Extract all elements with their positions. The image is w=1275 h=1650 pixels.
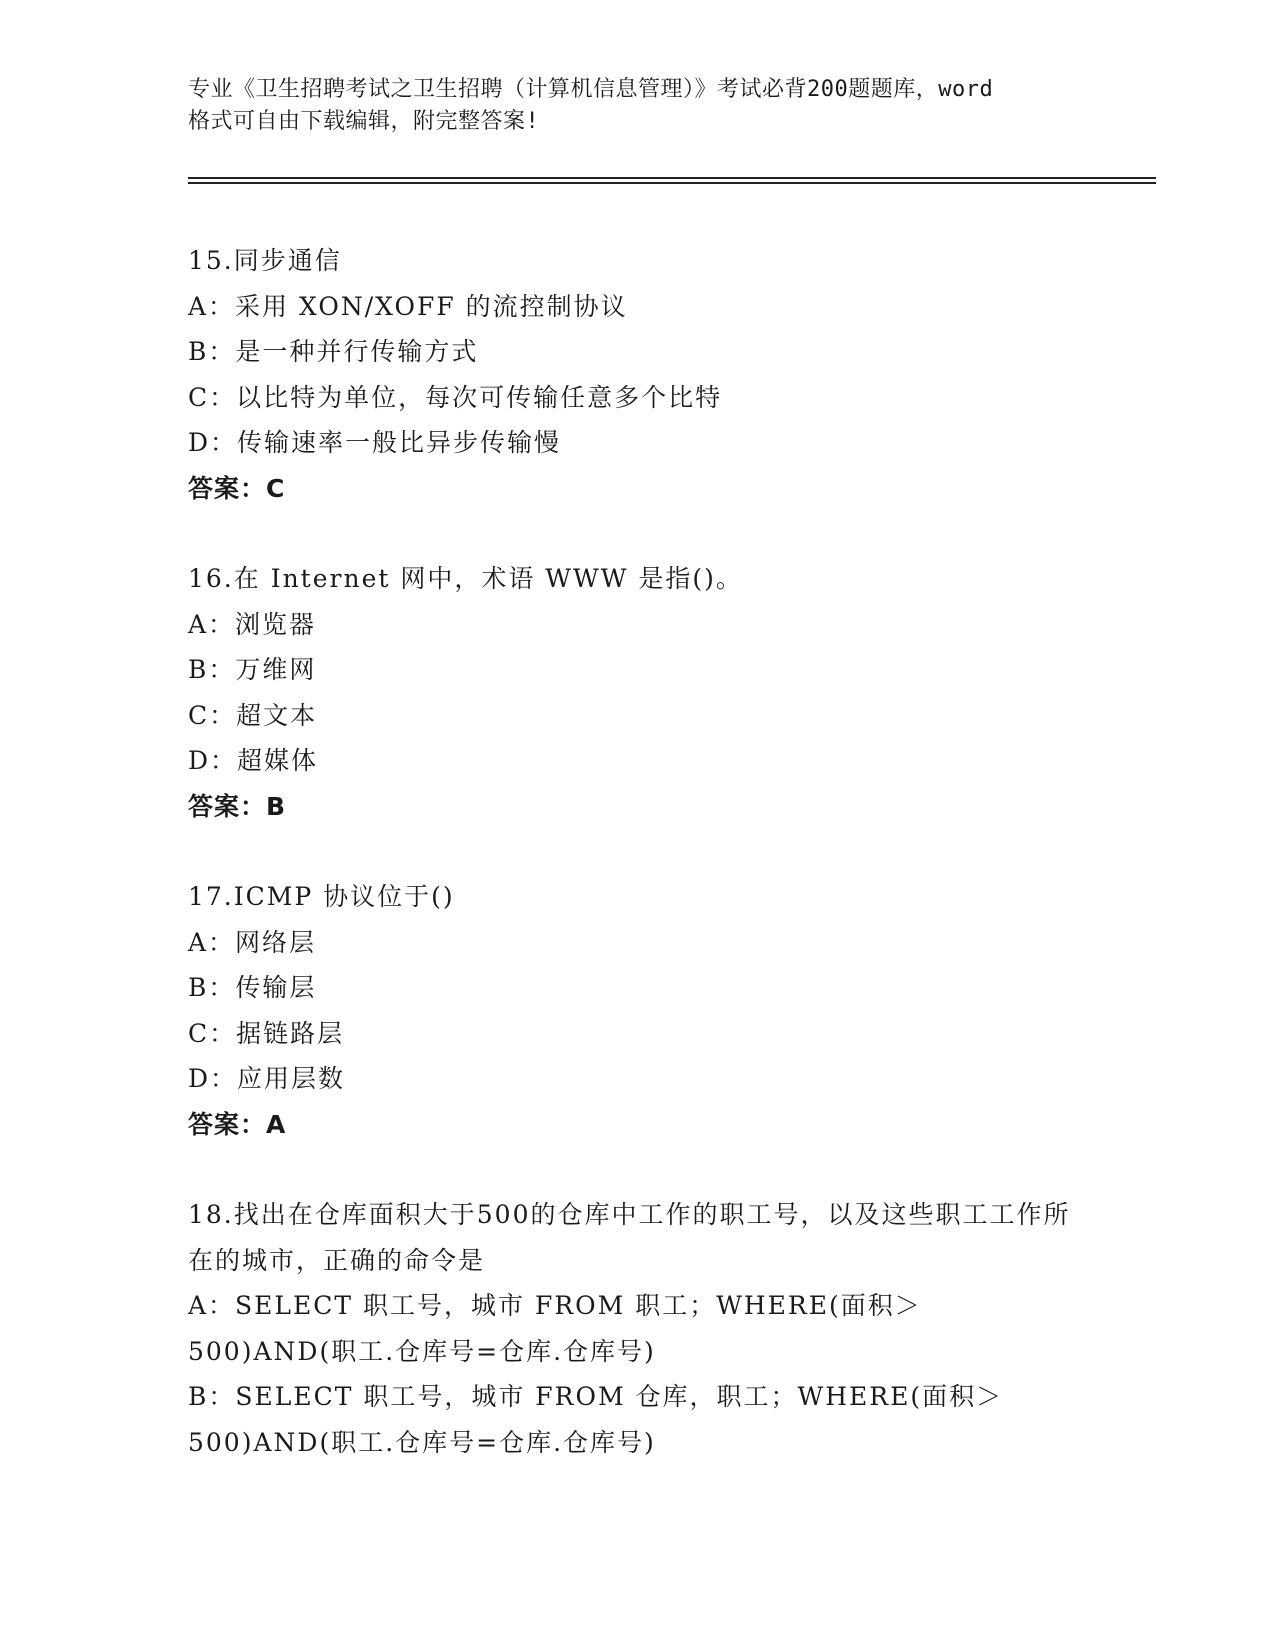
question-15 bbox=[188, 238, 1088, 511]
option-a: A：浏览器 bbox=[188, 609, 317, 639]
option-b: B：传输层 bbox=[188, 973, 317, 1002]
question-stem: 17.ICMP 协议位于() bbox=[188, 882, 455, 911]
answer-label: 答案：A bbox=[188, 1109, 287, 1139]
answer-label: 答案：B bbox=[188, 791, 287, 821]
question-17 bbox=[188, 874, 1088, 1147]
option-d: D：应用层数 bbox=[188, 1064, 346, 1093]
document-header bbox=[188, 74, 1088, 138]
question-18 bbox=[188, 1192, 1088, 1465]
question-list bbox=[188, 238, 1088, 1510]
option-d: D：超媒体 bbox=[188, 746, 319, 775]
header-line-2: 格式可自由下载编辑，附完整答案! bbox=[188, 109, 540, 134]
option-a: A：采用 XON/XOFF 的流控制协议 bbox=[188, 291, 628, 321]
answer-label: 答案：C bbox=[188, 473, 286, 503]
option-b: B：是一种并行传输方式 bbox=[188, 337, 479, 366]
header-divider-bottom bbox=[188, 182, 1156, 184]
option-c: C：以比特为单位，每次可传输任意多个比特 bbox=[188, 382, 723, 412]
option-c: C：据链路层 bbox=[188, 1018, 345, 1048]
option-b: B：万维网 bbox=[188, 655, 317, 684]
option-b: B：SELECT 职工号，城市 FROM 仓库，职工；WHERE(面积＞500)AND(职工.仓库号=仓库.仓库号) bbox=[188, 1382, 1004, 1457]
option-c: C：超文本 bbox=[188, 700, 318, 730]
header-line-1: 专业《卫生招聘考试之卫生招聘（计算机信息管理）》考试必背200题题库，word bbox=[188, 77, 994, 102]
header-divider-top bbox=[188, 177, 1156, 179]
question-stem: 16.在 Internet 网中，术语 WWW 是指()。 bbox=[188, 564, 743, 593]
question-16 bbox=[188, 556, 1088, 829]
question-stem: 15.同步通信 bbox=[188, 246, 342, 275]
option-a: A：SELECT 职工号，城市 FROM 职工；WHERE(面积＞500)AND(职工.仓库号=仓库.仓库号) bbox=[188, 1291, 922, 1366]
option-d: D：传输速率一般比异步传输慢 bbox=[188, 428, 562, 457]
option-a: A：网络层 bbox=[188, 927, 317, 957]
question-stem: 18.找出在仓库面积大于500的仓库中工作的职工号，以及这些职工工作所在的城市，正确的命令是 bbox=[188, 1200, 1071, 1275]
